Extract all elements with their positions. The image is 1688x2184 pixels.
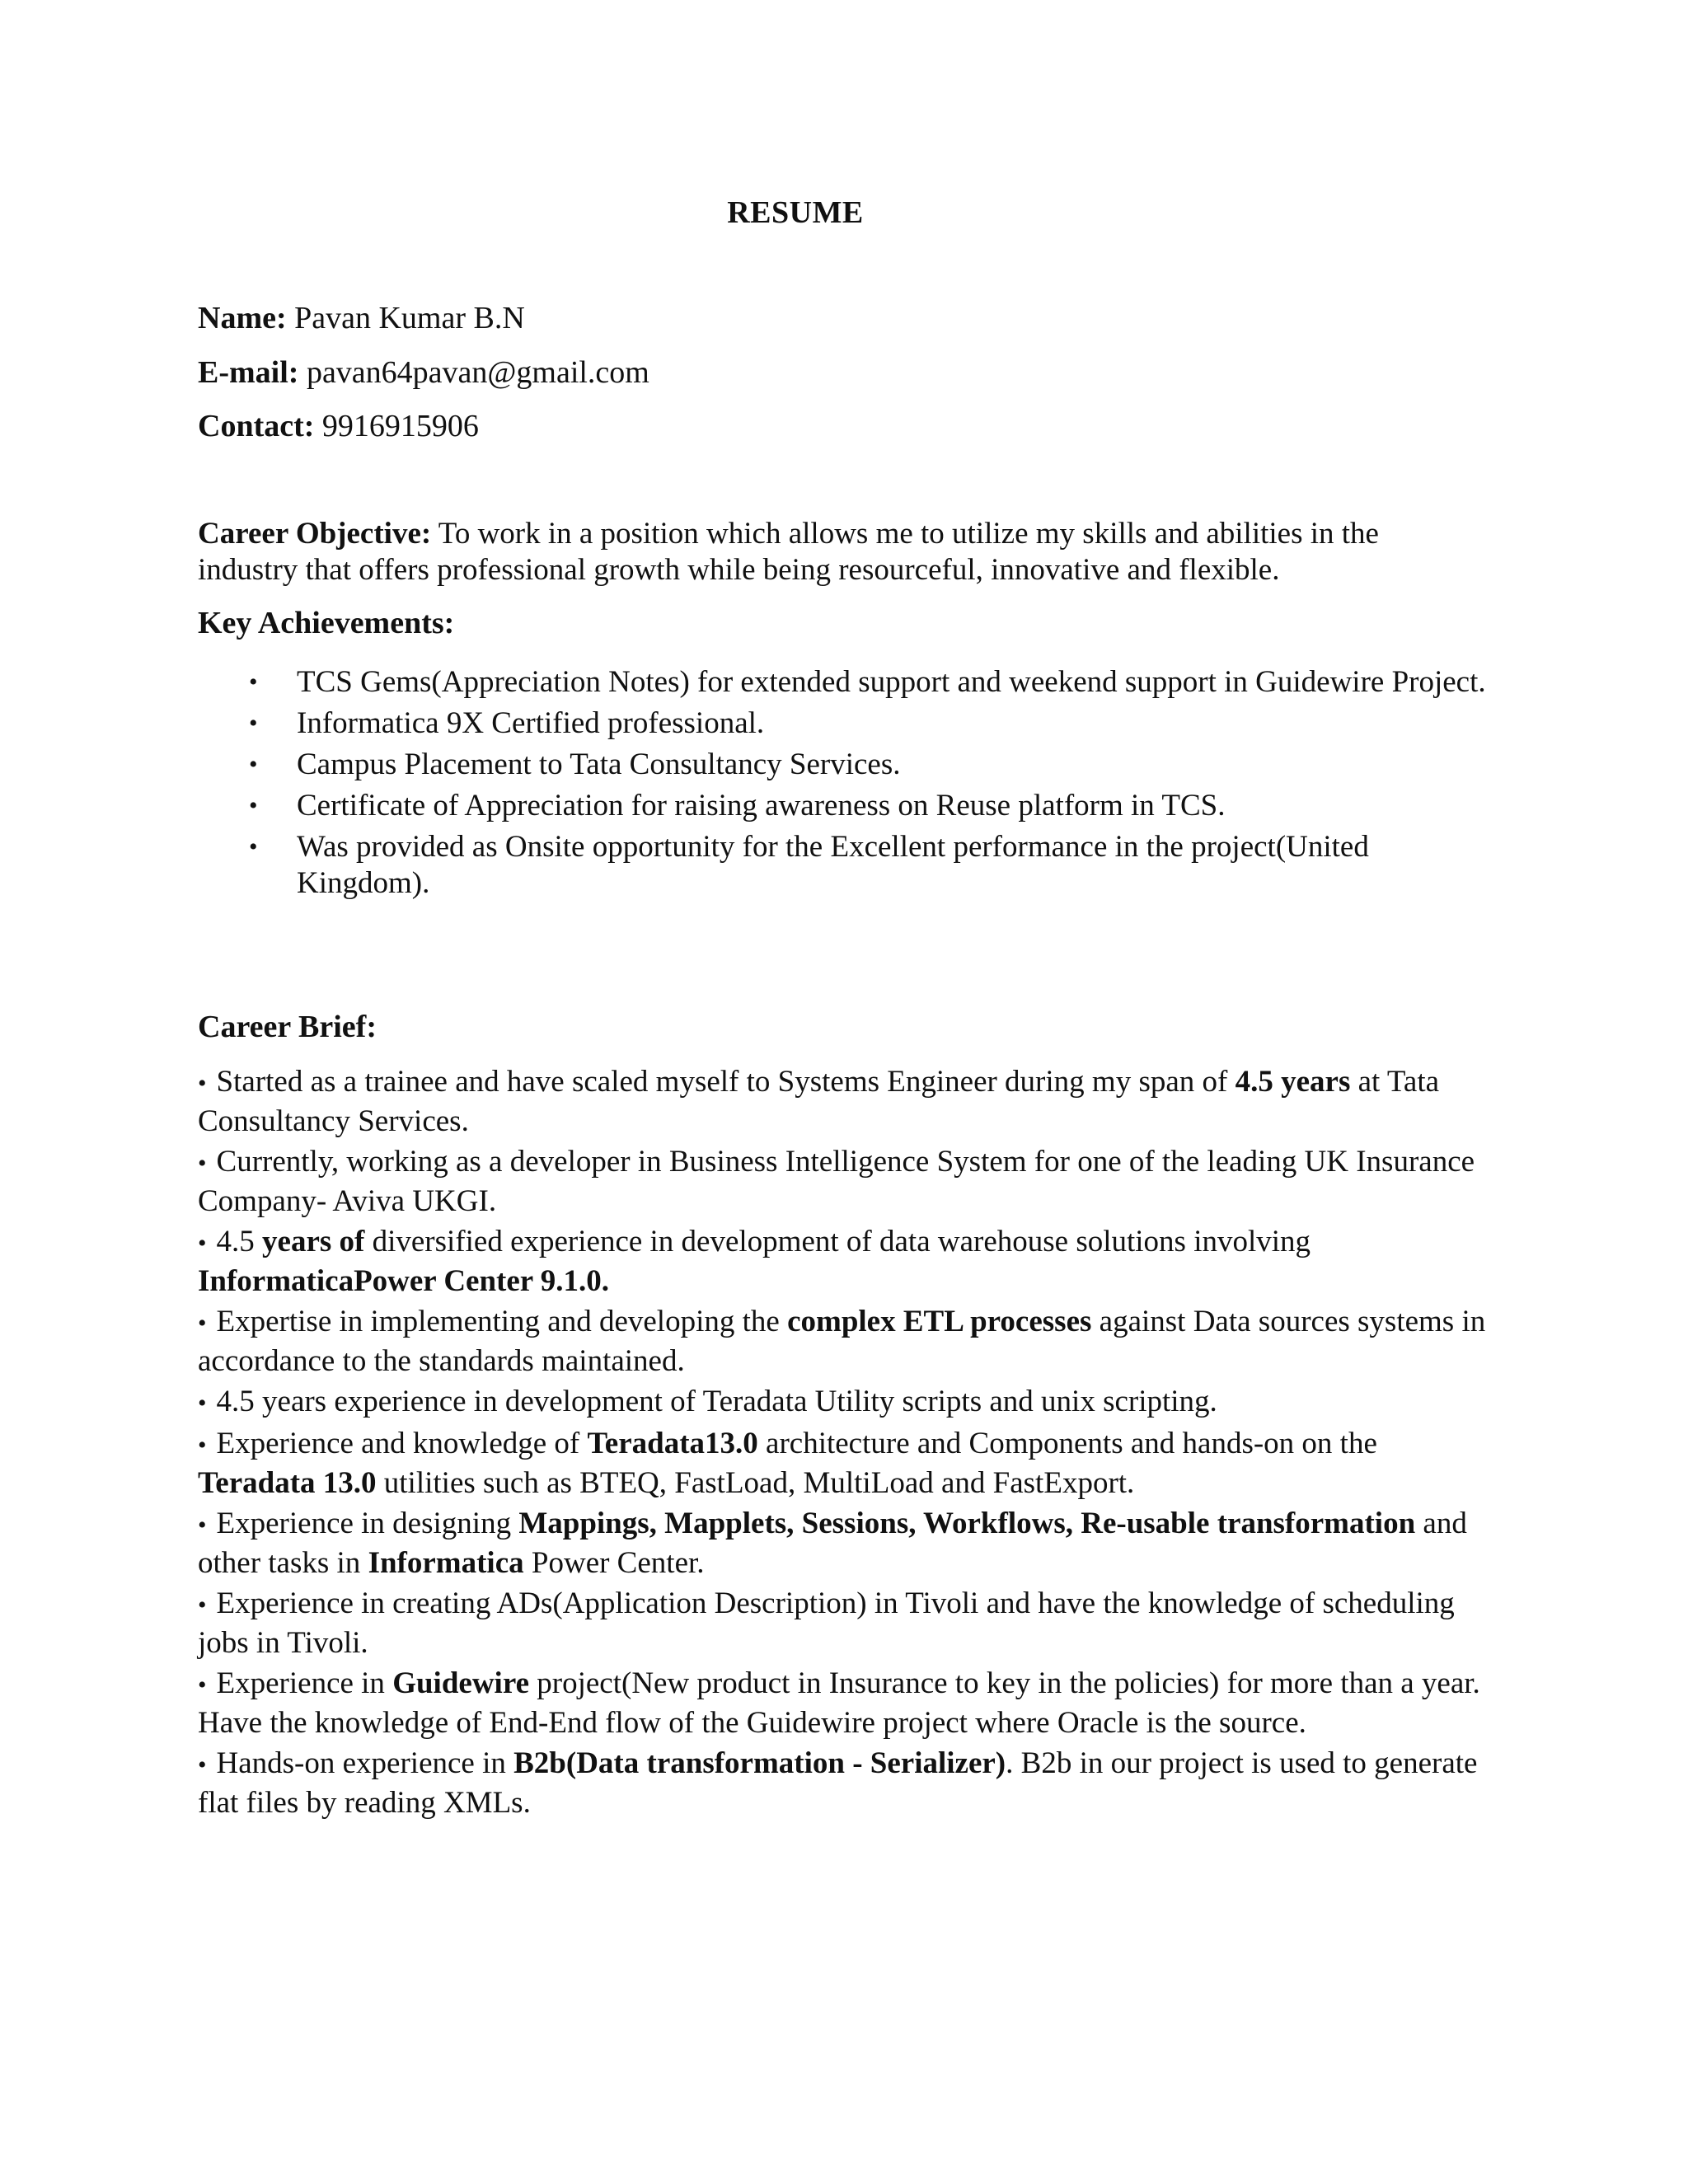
bullet-icon: •: [249, 792, 258, 819]
list-item: • Started as a trainee and have scaled myself to Systems Engineer during my span of 4.5 years at Tata Consultancy Services.: [198, 1065, 1440, 1138]
bullet-icon: •: [198, 1591, 207, 1619]
list-item: • TCS Gems(Appreciation Notes) for extended support and weekend support in Guidewire Project.: [249, 665, 1486, 699]
contact-field: [198, 408, 479, 444]
bullet-icon: •: [249, 710, 258, 737]
email-value: pavan64pavan@gmail.com: [306, 355, 649, 390]
career-objective-text: To work in a position which allows me to utilize my skills and abilities in the industry that offers professional growth while being resourceful, innovative and flexible.: [198, 517, 1379, 587]
list-item: • Informatica 9X Certified professional.: [249, 706, 765, 740]
bullet-icon: •: [198, 1390, 207, 1417]
name-label: Name:: [198, 301, 287, 335]
contact-label: Contact:: [198, 409, 315, 443]
list-item: • Certificate of Appreciation for raising awareness on Reuse platform in TCS.: [249, 789, 1226, 823]
list-item: • 4.5 years of diversified experience in development of data warehouse solutions involving InformaticaPower Center 9.1.0.: [198, 1225, 1311, 1298]
email-label: E-mail:: [198, 355, 299, 390]
bullet-icon: •: [198, 1150, 207, 1177]
career-objective-label: Career Objective:: [198, 517, 432, 551]
bullet-icon: •: [198, 1671, 207, 1699]
career-brief-heading: Career Brief:: [198, 1010, 377, 1044]
career-brief-list: [198, 1063, 1488, 1825]
name-value: Pavan Kumar B.N: [294, 301, 525, 335]
bullet-icon: •: [249, 668, 258, 696]
email-field: [198, 354, 649, 391]
list-item: • 4.5 years experience in development of Teradata Utility scripts and unix scripting.: [198, 1385, 1217, 1418]
list-item: • Expertise in implementing and developing the complex ETL processes against Data sources systems in accordance to the standards maintained.: [198, 1305, 1486, 1378]
page-title: RESUME: [727, 195, 864, 230]
name-field: [198, 300, 525, 336]
bullet-icon: •: [249, 833, 258, 860]
list-item: • Campus Placement to Tata Consultancy Services.: [249, 748, 901, 781]
bullet-icon: •: [198, 1230, 207, 1257]
key-achievements-heading: Key Achievements:: [198, 606, 455, 640]
bullet-icon: •: [198, 1511, 207, 1539]
list-item: • Experience in Guidewire project(New product in Insurance to key in the policies) for more than a year. Have the knowledge of End-End flow of the Guidewire project where Oracle is the source.: [198, 1666, 1480, 1740]
list-item: • Experience in designing Mappings, Mapplets, Sessions, Workflows, Re-usable transformation and other tasks in Informatica Power Center.: [198, 1507, 1467, 1580]
key-achievements-list: [198, 664, 1492, 907]
bullet-icon: •: [198, 1310, 207, 1337]
bullet-icon: •: [198, 1070, 207, 1097]
bullet-icon: •: [249, 751, 258, 778]
bullet-icon: •: [198, 1432, 207, 1459]
resume-page: [198, 0, 1492, 2184]
list-item: • Was provided as Onsite opportunity for the Excellent performance in the project(United Kingdom).: [249, 830, 1369, 900]
list-item: • Currently, working as a developer in Business Intelligence System for one of the leading UK Insurance Company- Aviva UKGI.: [198, 1145, 1475, 1218]
bullet-icon: •: [198, 1751, 207, 1779]
list-item: • Experience and knowledge of Teradata13.0 architecture and Components and hands-on on the Teradata 13.0 utilities such as BTEQ, FastLoad, MultiLoad and FastExport.: [198, 1427, 1377, 1500]
list-item: • Experience in creating ADs(Application Description) in Tivoli and have the knowledge of scheduling jobs in Tivoli.: [198, 1586, 1455, 1660]
career-objective: [198, 516, 1471, 588]
contact-value: 9916915906: [321, 409, 479, 443]
list-item: • Hands-on experience in B2b(Data transformation - Serializer). B2b in our project is used to generate flat files by reading XMLs.: [198, 1746, 1478, 1820]
